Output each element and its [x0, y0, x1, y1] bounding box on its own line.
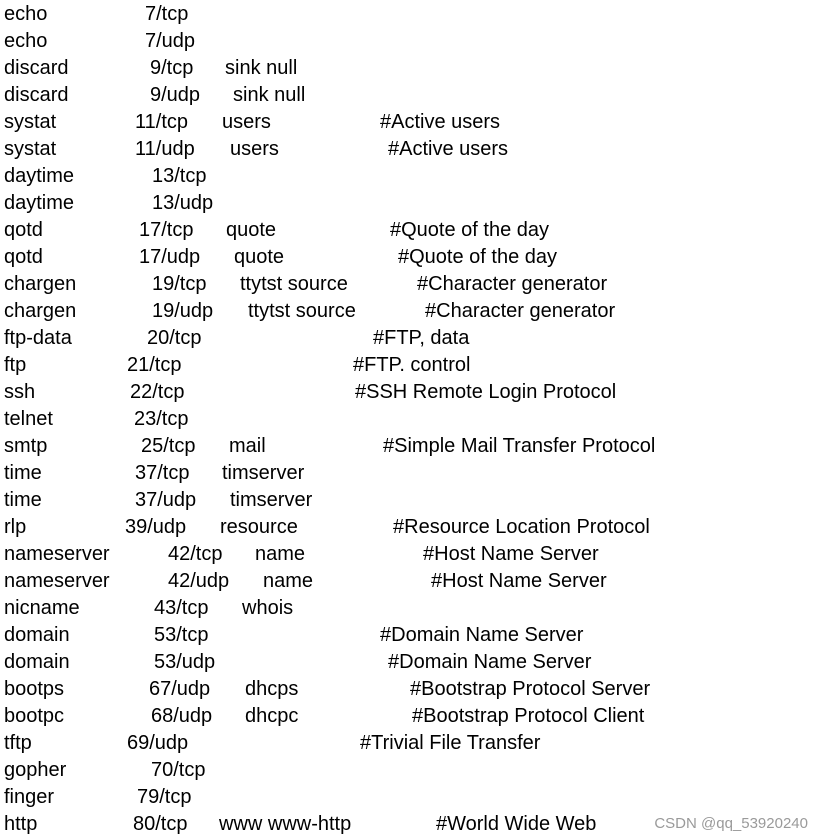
service-row: [0, 28, 822, 55]
port-protocol: 9/tcp: [150, 57, 194, 79]
service-row: [0, 325, 822, 352]
service-row: [0, 379, 822, 406]
service-name: gopher: [4, 759, 67, 781]
service-aliases: users: [230, 138, 279, 160]
service-aliases: dhcps: [245, 678, 299, 700]
service-comment: #Quote of the day: [398, 246, 558, 268]
service-row: [0, 703, 822, 730]
port-protocol: 7/udp: [145, 30, 196, 52]
port-protocol: 42/udp: [168, 570, 230, 592]
service-name: chargen: [4, 273, 77, 295]
service-comment: #Character generator: [425, 300, 616, 322]
port-protocol: 11/tcp: [135, 111, 188, 133]
port-protocol: 25/tcp: [141, 435, 196, 457]
service-name: echo: [4, 30, 48, 52]
service-row: [0, 649, 822, 676]
service-name: discard: [4, 57, 69, 79]
service-row: [0, 487, 822, 514]
service-comment: #FTP, data: [373, 327, 470, 349]
service-name: daytime: [4, 192, 75, 214]
service-name: domain: [4, 651, 70, 673]
service-row: [0, 622, 822, 649]
service-name: echo: [4, 3, 48, 25]
service-aliases: sink null: [233, 84, 306, 106]
service-name: telnet: [4, 408, 53, 430]
port-protocol: 9/udp: [150, 84, 201, 106]
service-name: domain: [4, 624, 70, 646]
service-row: [0, 190, 822, 217]
service-comment: #Active users: [380, 111, 501, 133]
port-protocol: 21/tcp: [127, 354, 182, 376]
service-aliases: sink null: [225, 57, 298, 79]
service-name: tftp: [4, 732, 32, 754]
service-row: [0, 757, 822, 784]
service-row: [0, 55, 822, 82]
port-protocol: 67/udp: [149, 678, 211, 700]
port-protocol: 37/tcp: [135, 462, 190, 484]
port-protocol: 22/tcp: [130, 381, 185, 403]
port-protocol: 7/tcp: [145, 3, 189, 25]
service-name: ftp: [4, 354, 27, 376]
service-comment: #Quote of the day: [390, 219, 550, 241]
service-row: [0, 82, 822, 109]
service-comment: #FTP. control: [353, 354, 471, 376]
service-comment: #Simple Mail Transfer Protocol: [383, 435, 656, 457]
service-aliases: name: [255, 543, 306, 565]
service-name: nameserver: [4, 543, 110, 565]
service-row: [0, 136, 822, 163]
service-name: ssh: [4, 381, 36, 403]
service-name: discard: [4, 84, 69, 106]
service-row: [0, 298, 822, 325]
service-row: [0, 460, 822, 487]
service-row: [0, 217, 822, 244]
service-comment: #Active users: [388, 138, 509, 160]
port-protocol: 11/udp: [135, 138, 195, 160]
service-row: [0, 271, 822, 298]
port-protocol: 80/tcp: [133, 813, 188, 835]
service-aliases: whois: [242, 597, 294, 619]
service-comment: #Bootstrap Protocol Server: [410, 678, 651, 700]
service-name: qotd: [4, 219, 43, 241]
service-aliases: resource: [220, 516, 298, 538]
port-protocol: 70/tcp: [151, 759, 206, 781]
port-protocol: 69/udp: [127, 732, 189, 754]
service-row: [0, 784, 822, 811]
service-row: [0, 352, 822, 379]
service-row: [0, 1, 822, 28]
service-comment: #Bootstrap Protocol Client: [412, 705, 645, 727]
service-row: [0, 163, 822, 190]
service-aliases: timserver: [222, 462, 305, 484]
port-protocol: 79/tcp: [137, 786, 192, 808]
port-protocol: 17/tcp: [139, 219, 194, 241]
service-comment: #Host Name Server: [431, 570, 607, 592]
service-row: [0, 109, 822, 136]
service-aliases: ttytst source: [248, 300, 356, 322]
service-name: qotd: [4, 246, 43, 268]
service-name: bootps: [4, 678, 65, 700]
service-row: [0, 568, 822, 595]
port-protocol: 68/udp: [151, 705, 213, 727]
service-comment: #Resource Location Protocol: [393, 516, 650, 538]
service-aliases: name: [263, 570, 314, 592]
service-name: finger: [4, 786, 55, 808]
service-name: daytime: [4, 165, 75, 187]
service-name: time: [4, 462, 42, 484]
service-aliases: www www-http: [219, 813, 352, 835]
service-aliases: timserver: [230, 489, 313, 511]
service-name: smtp: [4, 435, 48, 457]
service-name: systat: [4, 111, 57, 133]
port-protocol: 53/tcp: [154, 624, 209, 646]
service-comment: #Domain Name Server: [380, 624, 584, 646]
service-name: ftp-data: [4, 327, 72, 349]
service-name: time: [4, 489, 42, 511]
service-comment: #Character generator: [417, 273, 608, 295]
port-protocol: 13/udp: [152, 192, 214, 214]
service-name: nameserver: [4, 570, 110, 592]
service-row: [0, 514, 822, 541]
service-row: [0, 406, 822, 433]
service-name: nicname: [4, 597, 80, 619]
service-aliases: users: [222, 111, 271, 133]
service-aliases: quote: [226, 219, 277, 241]
service-name: bootpc: [4, 705, 65, 727]
service-aliases: dhcpc: [245, 705, 299, 727]
service-comment: #World Wide Web: [436, 813, 597, 835]
service-name: rlp: [4, 516, 27, 538]
port-protocol: 53/udp: [154, 651, 216, 673]
service-row: [0, 244, 822, 271]
port-protocol: 39/udp: [125, 516, 187, 538]
port-protocol: 13/tcp: [152, 165, 207, 187]
service-name: systat: [4, 138, 57, 160]
service-comment: #Host Name Server: [423, 543, 599, 565]
service-comment: #Trivial File Transfer: [360, 732, 541, 754]
service-aliases: ttytst source: [240, 273, 348, 295]
port-protocol: 37/udp: [135, 489, 197, 511]
service-name: http: [4, 813, 38, 835]
service-row: [0, 595, 822, 622]
port-protocol: 20/tcp: [147, 327, 202, 349]
port-protocol: 43/tcp: [154, 597, 209, 619]
port-protocol: 17/udp: [139, 246, 201, 268]
service-row: [0, 730, 822, 757]
service-row: [0, 676, 822, 703]
service-row: [0, 541, 822, 568]
service-aliases: mail: [229, 435, 266, 457]
port-protocol: 19/udp: [152, 300, 214, 322]
service-comment: #SSH Remote Login Protocol: [355, 381, 617, 403]
port-protocol: 42/tcp: [168, 543, 223, 565]
service-row: [0, 433, 822, 460]
service-comment: #Domain Name Server: [388, 651, 592, 673]
port-protocol: 23/tcp: [134, 408, 189, 430]
service-aliases: quote: [234, 246, 285, 268]
service-name: chargen: [4, 300, 77, 322]
port-protocol: 19/tcp: [152, 273, 207, 295]
watermark: CSDN @qq_53920240: [654, 815, 808, 832]
